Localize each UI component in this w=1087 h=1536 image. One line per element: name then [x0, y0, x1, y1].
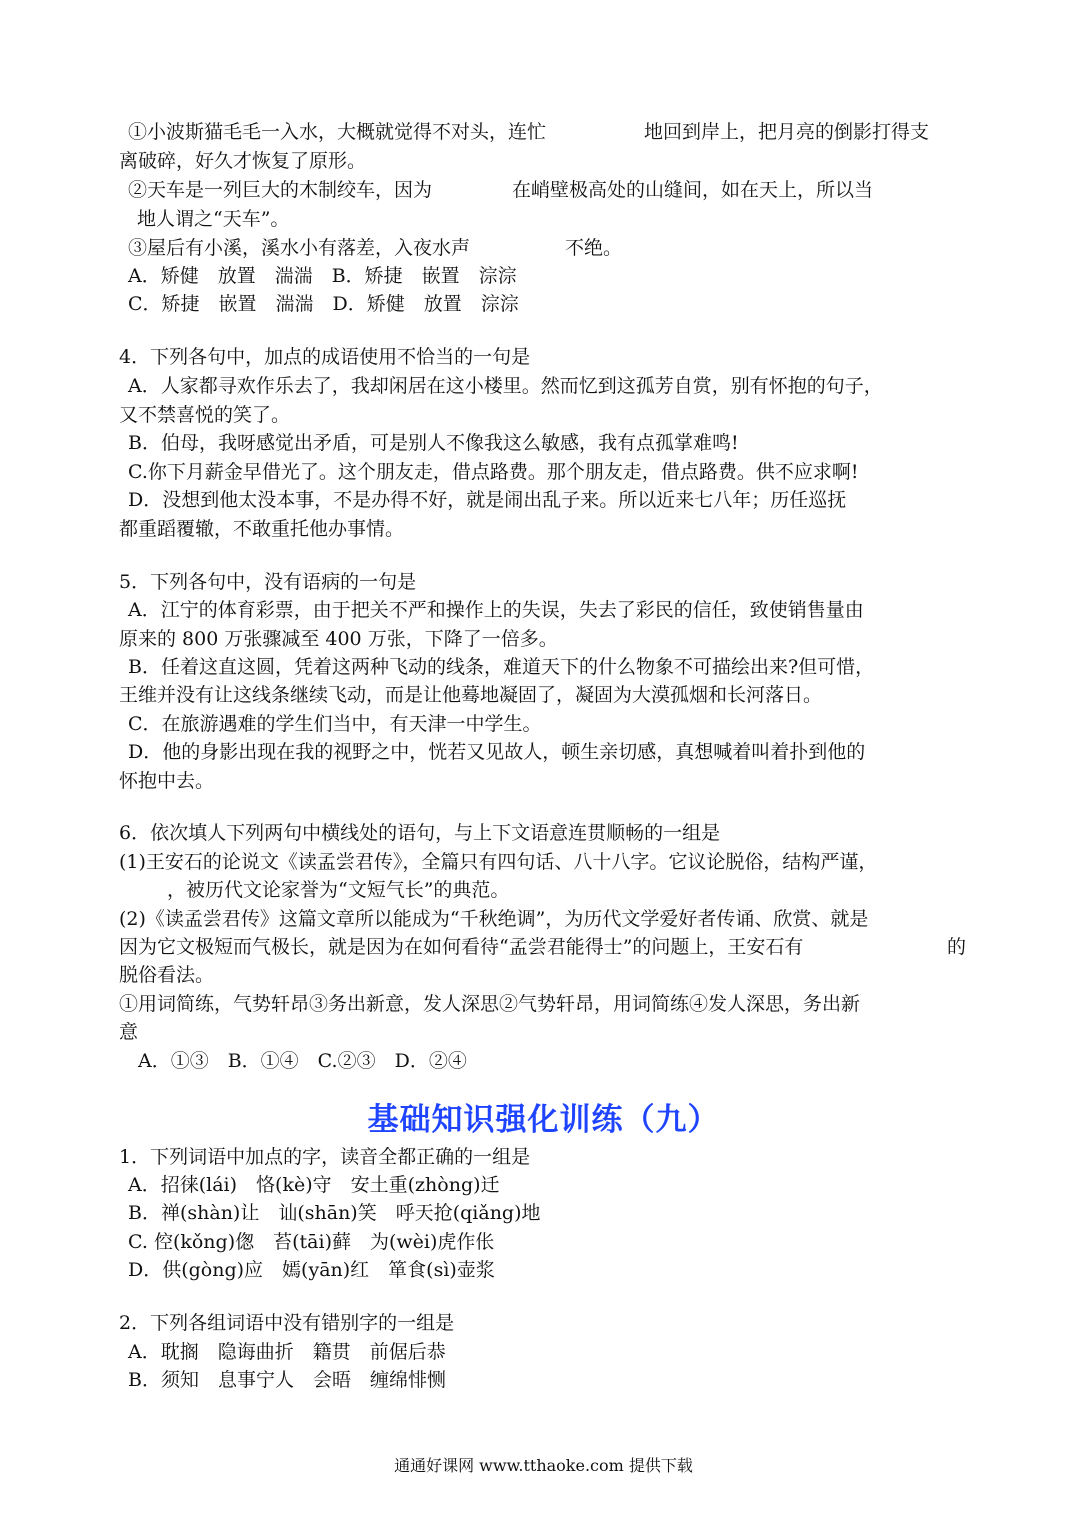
- q6-passage2-line1: (2)《读孟尝君传》这篇文章所以能成为“千秋绝调”，为历代文学爱好者传诵、欣赏、就是: [119, 908, 869, 930]
- q4-option-d-line2: 都重蹈覆辙，不敢重托他办事情。: [119, 518, 405, 540]
- q5-option-d-line2: 怀抱中去。: [119, 770, 215, 792]
- q5-option-b-line1: B．任着这直这圆，凭着这两种飞动的线条，难道天下的什么物象不可描绘出来?但可惜，: [128, 656, 875, 678]
- q3-options-ab: A．矫健 放置 湍湍 B．矫捷 嵌置 淙淙: [128, 265, 517, 287]
- q5-stem: 5．下列各句中，没有语病的一句是: [119, 571, 417, 593]
- q3-sentence2-part2: 在峭壁极高处的山缝间，如在天上，所以当: [512, 179, 874, 201]
- q4-option-a-line1: A．人家都寻欢作乐去了，我却闲居在这小楼里。然而忆到这孤芳自赏，别有怀抱的句子，: [128, 375, 883, 397]
- q6-stem: 6．依次填人下列两句中横线处的语句，与上下文语意连贯顺畅的一组是: [119, 822, 721, 844]
- s2-q1-stem: 1．下列词语中加点的字，读音全都正确的一组是: [119, 1146, 531, 1168]
- q6-choices-line2: 意: [119, 1021, 139, 1043]
- q3-options-cd: C．矫捷 嵌置 湍湍 D．矫健 放置 淙淙: [128, 293, 519, 315]
- q6-passage2-line2: 因为它文极短而气极长，就是因为在如何看待“孟尝君能得士”的问题上，王安石有: [119, 936, 804, 958]
- q3-sentence1-part2: 地回到岸上，把月亮的倒影打得支: [644, 121, 930, 143]
- s2-q2-option-a: A．耽搁 隐诲曲折 籍贯 前倨后恭: [128, 1341, 446, 1363]
- q4-stem: 4．下列各句中，加点的成语使用不恰当的一句是: [119, 346, 531, 368]
- q3-sentence1-part1: ①小波斯猫毛毛一入水，大概就觉得不对头，连忙: [128, 121, 547, 143]
- s2-q1-option-b: B．禅(shàn)让 讪(shān)笑 呼天抢(qiǎng)地: [128, 1202, 541, 1224]
- q6-passage2-line2-end: 的: [947, 936, 967, 958]
- s2-q2-stem: 2．下列各组词语中没有错别字的一组是: [119, 1312, 455, 1334]
- s2-q1-option-d: D．供(gòng)应 嫣(yān)红 箪食(sì)壶浆: [128, 1259, 495, 1281]
- q4-option-b: B．伯母，我呀感觉出矛盾，可是别人不像我这么敏感，我有点孤掌难鸣!: [128, 432, 739, 454]
- s2-q1-option-a: A．招徕(lái) 恪(kè)守 安土重(zhòng)迁: [128, 1174, 500, 1196]
- q3-sentence1-part3: 离破碎，好久才恢复了原形。: [119, 150, 367, 172]
- q3-sentence2-part3: 地人谓之“天车”。: [137, 208, 290, 230]
- q4-option-a-line2: 又不禁喜悦的笑了。: [119, 404, 291, 426]
- q6-passage1-line2: ，被历代文论家誉为“文短气长”的典范。: [167, 879, 510, 901]
- q4-option-c: C.你下月薪金早借光了。这个朋友走，借点路费。那个朋友走，借点路费。供不应求啊!: [128, 461, 859, 483]
- q5-option-b-line2: 王维并没有让这线条继续飞动，而是让他蓦地凝固了，凝固为大漠孤烟和长河落日。: [119, 684, 823, 706]
- q5-option-a-line2: 原来的 800 万张骤减至 400 万张，下降了一倍多。: [119, 628, 558, 650]
- q6-passage1-line1: (1)王安石的论说文《读孟尝君传》，全篇只有四句话、八十八字。它议论脱俗，结构严谨，: [119, 851, 878, 873]
- q3-sentence3-part2: 不绝。: [565, 237, 623, 259]
- q6-choices-line1: ①用词简练，气势轩昂③务出新意，发人深思②气势轩昂，用词简练④发人深思，务出新: [119, 993, 861, 1015]
- section-heading: 基础知识强化训练（九）: [367, 1102, 720, 1138]
- q5-option-a-line1: A．江宁的体育彩票，由于把关不严和操作上的失误，失去了彩民的信任，致使销售量由: [128, 599, 864, 621]
- q3-sentence3-part1: ③屋后有小溪，溪水小有落差，入夜水声: [128, 237, 471, 259]
- s2-q2-option-b: B．须知 息事宁人 会晤 缠绵悱恻: [128, 1369, 446, 1391]
- q6-answer-options: A．①③ B．①④ C.②③ D．②④: [138, 1050, 467, 1072]
- q5-option-c: C．在旅游遇难的学生们当中，有天津一中学生。: [128, 713, 542, 735]
- page-footer: 通通好课网 www.tthaoke.com 提供下载: [394, 1456, 693, 1475]
- s2-q1-option-c: C. 倥(kǒng)偬 苔(tāi)藓 为(wèi)虎作伥: [128, 1231, 495, 1253]
- q6-passage2-line3: 脱俗看法。: [119, 964, 215, 986]
- q3-sentence2-part1: ②天车是一列巨大的木制绞车，因为: [128, 179, 433, 201]
- q4-option-d-line1: D．没想到他太没本事，不是办得不好，就是闹出乱子来。所以近来七八年；历任巡抚: [128, 489, 847, 511]
- q5-option-d-line1: D．他的身影出现在我的视野之中，恍若又见故人，顿生亲切感，真想喊着叫着扑到他的: [128, 741, 866, 763]
